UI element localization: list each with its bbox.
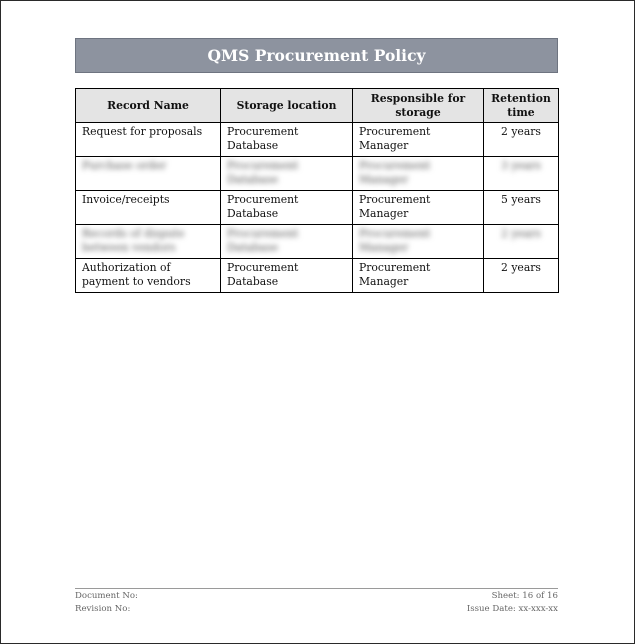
header-responsible-for-storage: Responsible for storage [353, 89, 484, 123]
issue-date: Issue Date: xx-xxx-xx [466, 603, 558, 614]
cell-record-name: Purchase order [82, 159, 167, 172]
cell-responsible: Procurement Manager [359, 227, 431, 254]
cell-retention-time-cell [484, 191, 559, 225]
cell-retention-time-cell [484, 157, 559, 191]
table-header-row [76, 89, 559, 123]
cell-retention-time: 2 years [501, 227, 541, 240]
cell-storage-location-cell [221, 191, 353, 225]
header-storage-location: Storage location [221, 89, 353, 123]
table-row [76, 123, 559, 157]
cell-storage-location: Procurement Database [227, 125, 299, 152]
cell-retention-time-cell [484, 259, 559, 293]
cell-record-name-cell [76, 225, 221, 259]
cell-retention-time-cell [484, 225, 559, 259]
cell-retention-time: 3 years [501, 159, 541, 172]
table-row [76, 157, 559, 191]
cell-record-name: Records of dispute between vendors [82, 227, 185, 254]
cell-storage-location: Procurement Database [227, 227, 299, 254]
cell-storage-location-cell [221, 123, 353, 157]
cell-record-name-cell [76, 259, 221, 293]
cell-record-name: Invoice/receipts [82, 193, 170, 206]
cell-record-name: Authorization of payment to vendors [82, 261, 191, 288]
page-footer [75, 588, 558, 615]
cell-responsible: Procurement Manager [359, 261, 431, 288]
cell-record-name-cell [76, 123, 221, 157]
sheet-number: Sheet: 16 of 16 [491, 591, 558, 601]
cell-storage-location: Procurement Database [227, 261, 299, 288]
cell-retention-time: 5 years [501, 193, 541, 206]
header-record-name: Record Name [76, 89, 221, 123]
policy-title-banner [75, 38, 558, 73]
cell-responsible: Procurement Manager [359, 193, 431, 220]
cell-responsible-cell [353, 123, 484, 157]
cell-storage-location: Procurement Database [227, 193, 299, 220]
cell-record-name: Request for proposals [82, 125, 203, 138]
cell-responsible-cell [353, 259, 484, 293]
table-row [76, 225, 559, 259]
cell-record-name-cell [76, 157, 221, 191]
cell-retention-time-cell [484, 123, 559, 157]
cell-responsible-cell [353, 157, 484, 191]
table-row [76, 259, 559, 293]
cell-responsible: Procurement Manager [359, 159, 431, 186]
table-body [76, 123, 559, 293]
header-retention-time: Retention time [484, 89, 559, 123]
cell-storage-location-cell [221, 157, 353, 191]
cell-retention-time: 2 years [501, 261, 541, 274]
page-title: QMS Procurement Policy [207, 46, 426, 65]
table-row [76, 191, 559, 225]
cell-storage-location-cell [221, 259, 353, 293]
revision-no-label: Revision No: [75, 603, 131, 614]
cell-record-name-cell [76, 191, 221, 225]
cell-storage-location-cell [221, 225, 353, 259]
records-table [75, 88, 559, 293]
cell-responsible: Procurement Manager [359, 125, 431, 152]
cell-storage-location: Procurement Database [227, 159, 299, 186]
cell-responsible-cell [353, 225, 484, 259]
cell-retention-time: 2 years [501, 125, 541, 138]
cell-responsible-cell [353, 191, 484, 225]
document-no-label: Document No: [75, 591, 138, 601]
